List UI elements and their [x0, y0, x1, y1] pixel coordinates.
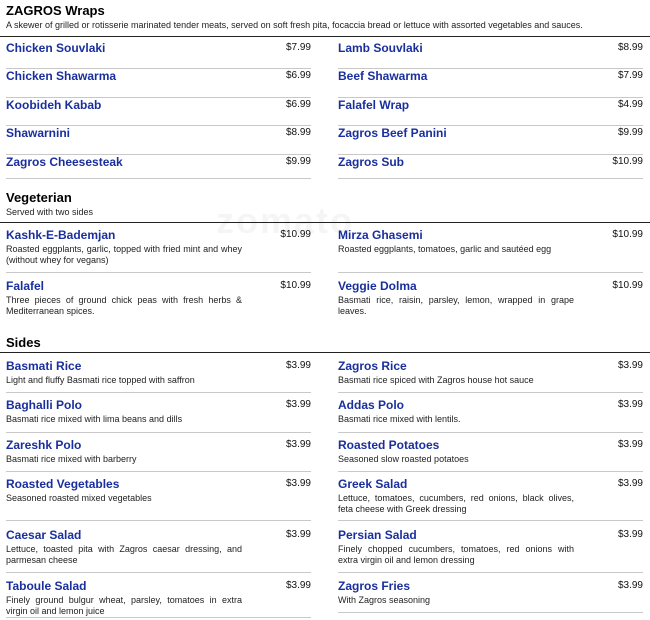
item-price: $4.99: [617, 99, 643, 110]
item-name: Veggie Dolma: [338, 279, 417, 293]
item-price: $3.99: [285, 478, 311, 489]
item-name: Roasted Vegetables: [6, 477, 120, 491]
menu-item: [338, 398, 643, 433]
item-name: Persian Salad: [338, 528, 417, 542]
item-name: Basmati Rice: [6, 359, 82, 373]
item-name: Chicken Souvlaki: [6, 41, 106, 55]
menu-item: [338, 228, 643, 273]
section-divider: [0, 36, 650, 37]
item-description: Roasted eggplants, garlic, topped with fried mint and whey (without whey for vegans): [6, 244, 242, 265]
menu-item: [6, 398, 311, 433]
section-desc-wraps: A skewer of grilled or rotisserie marinated tender meats, served on soft fresh pita, focaccia bread or lettuce with assorted vegetables and sauces.: [6, 20, 583, 30]
menu-item: [6, 126, 311, 155]
item-price: $7.99: [617, 70, 643, 81]
item-name: Zagros Fries: [338, 579, 411, 593]
item-description: Basmati rice mixed with lima beans and dills: [6, 414, 183, 424]
item-name: Kashk-E-Bademjan: [6, 228, 116, 242]
section-title-sides: Sides: [6, 335, 41, 350]
item-name: Taboule Salad: [6, 579, 87, 593]
section-divider: [0, 222, 650, 223]
menu-item: [6, 279, 311, 324]
item-price: $3.99: [285, 439, 311, 450]
item-price: $9.99: [617, 127, 643, 138]
item-description: With Zagros seasoning: [338, 595, 431, 605]
item-price: $6.99: [285, 70, 311, 81]
item-price: $6.99: [285, 99, 311, 110]
item-name: Falafel: [6, 279, 45, 293]
item-name: Zagros Rice: [338, 359, 407, 373]
item-description: Basmati rice mixed with barberry: [6, 454, 137, 464]
item-price: $10.99: [280, 229, 311, 240]
menu-item: [338, 477, 643, 521]
item-description: Roasted eggplants, tomatoes, garlic and sautéed egg: [338, 244, 552, 254]
menu-item: [6, 98, 311, 126]
item-description: Seasoned slow roasted potatoes: [338, 454, 469, 464]
section-divider: [0, 352, 650, 353]
menu-item: [6, 228, 311, 273]
menu-item: [338, 528, 643, 573]
item-name: Baghalli Polo: [6, 398, 83, 412]
item-price: $3.99: [617, 360, 643, 371]
item-name: Roasted Potatoes: [338, 438, 440, 452]
item-price: $10.99: [612, 280, 643, 291]
item-description: Lettuce, toasted pita with Zagros caesar dressing, and parmesan cheese: [6, 544, 242, 565]
section-desc-vegeterian: Served with two sides: [6, 207, 94, 217]
item-name: Caesar Salad: [6, 528, 82, 542]
item-price: $9.99: [285, 156, 311, 167]
menu-item: [6, 528, 311, 573]
item-price: $3.99: [617, 529, 643, 540]
item-name: Shawarnini: [6, 126, 71, 140]
item-price: $10.99: [612, 229, 643, 240]
item-price: $3.99: [617, 439, 643, 450]
item-price: $3.99: [617, 478, 643, 489]
menu-item: [338, 69, 643, 98]
menu-item: [338, 579, 643, 613]
item-name: Addas Polo: [338, 398, 405, 412]
section-title-vegeterian: Vegeterian: [6, 190, 72, 205]
menu-item: [6, 69, 311, 98]
menu-item: [338, 98, 643, 126]
item-description: Three pieces of ground chick peas with fresh herbs & Mediterranean spices.: [6, 295, 242, 316]
item-price: $7.99: [285, 42, 311, 53]
item-price: $3.99: [617, 580, 643, 591]
item-price: $10.99: [612, 156, 643, 167]
item-name: Zagros Cheesesteak: [6, 155, 123, 169]
item-name: Koobideh Kabab: [6, 98, 102, 112]
item-price: $3.99: [285, 399, 311, 410]
item-price: $8.99: [617, 42, 643, 53]
item-name: Mirza Ghasemi: [338, 228, 423, 242]
item-price: $3.99: [617, 399, 643, 410]
item-description: Finely chopped cucumbers, tomatoes, red onions with extra virgin oil and lemon dressing: [338, 544, 574, 565]
item-description: Lettuce, tomatoes, cucumbers, red onions, black olives, feta cheese with Greek dressing: [338, 493, 574, 514]
item-name: Falafel Wrap: [338, 98, 410, 112]
item-description: Seasoned roasted mixed vegetables: [6, 493, 152, 503]
item-name: Zagros Beef Panini: [338, 126, 447, 140]
item-price: $10.99: [280, 280, 311, 291]
menu-item: [6, 155, 311, 179]
item-name: Zareshk Polo: [6, 438, 82, 452]
item-name: Chicken Shawarma: [6, 69, 117, 83]
menu-item: [338, 126, 643, 155]
item-description: Light and fluffy Basmati rice topped with saffron: [6, 375, 195, 385]
item-name: Lamb Souvlaki: [338, 41, 423, 55]
menu-item: [6, 438, 311, 472]
item-name: Zagros Sub: [338, 155, 405, 169]
menu-item: [338, 359, 643, 393]
item-name: Beef Shawarma: [338, 69, 428, 83]
menu-item: [338, 279, 643, 324]
menu-item: [338, 155, 643, 179]
menu-item: [338, 41, 643, 69]
menu-item: [6, 579, 311, 618]
menu-item: [6, 477, 311, 521]
item-description: Basmati rice spiced with Zagros house hot sauce: [338, 375, 534, 385]
item-description: Finely ground bulgur wheat, parsley, tomatoes in extra virgin oil and lemon juice: [6, 595, 242, 616]
section-title-wraps: ZAGROS Wraps: [6, 3, 105, 18]
item-price: $3.99: [285, 529, 311, 540]
menu-item: [6, 41, 311, 69]
item-name: Greek Salad: [338, 477, 408, 491]
menu-item: [338, 438, 643, 472]
item-description: Basmati rice mixed with lentils.: [338, 414, 461, 424]
item-price: $3.99: [285, 580, 311, 591]
item-price: $3.99: [285, 360, 311, 371]
menu-item: [6, 359, 311, 393]
item-price: $8.99: [285, 127, 311, 138]
item-description: Basmati rice, raisin, parsley, lemon, wrapped in grape leaves.: [338, 295, 574, 316]
